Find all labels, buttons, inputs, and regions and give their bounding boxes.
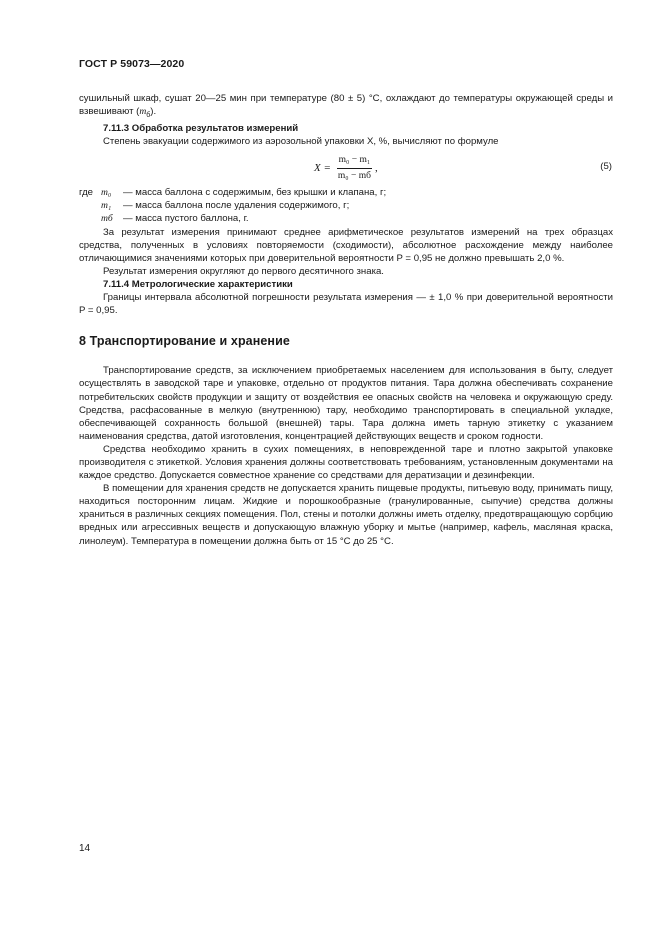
formula-fraction (336, 154, 373, 183)
evacuation-paragraph: Степень эвакуации содержимого из аэрозольной упаковки X, %, вычисляют по формуле (103, 136, 499, 148)
section-8-title: 8 Транспортирование и хранение (79, 334, 290, 349)
where-symbol: m₁ (101, 200, 112, 212)
heading-7-11-4: 7.11.4 Метрологические характеристики (103, 278, 293, 290)
result-paragraph: За результат измерения принимают среднее арифметическое результатов измерений на трех образцах средства, полученных в условиях повторяемости (сходимости), абсолютное расхождение между наиболее отличающимися значениями которых при доверительной вероятности P = 0,95 не должно превышать 2,0 %. (79, 226, 613, 264)
formula-numerator: m₀ − m₁ (337, 154, 373, 169)
heading-7-11-3: 7.11.3 Обработка результатов измерений (103, 123, 299, 135)
where-symbol: m₀ (101, 187, 112, 199)
intro-text: сушильный шкаф, сушат 20—25 мин при температуре (80 ± 5) °С, охлаждают до температуры окружающей среды и взвешивают ( (79, 93, 613, 118)
where-label: где (79, 187, 94, 199)
where-text: — масса пустого баллона, г. (123, 213, 249, 225)
intro-end: ). (150, 106, 157, 118)
where-item (79, 199, 613, 212)
intro-symbol-sub: б (146, 112, 151, 119)
where-text: — масса баллона после удаления содержимого, г; (123, 200, 350, 212)
intro-symbol: m (139, 106, 147, 118)
formula-expression (314, 154, 378, 183)
rounding-paragraph: Результат измерения округляют до первого десятичного знака. (103, 265, 384, 277)
transport-paragraph: Транспортирование средств, за исключением приобретаемых населением для использования в быту, следует осуществлять в заводской таре и упаковке, отдельно от продуктов питания. Тара должна обеспечивать сохранение потребительских свойств продукции и защиту от воздействия ее опасных свойств на человека и окружающую среду. Средства, расфасованные в мелкую (внутреннюю) тару, необходимо транспортировать в специальной укладке, обеспечивающей сохранность большой (внешней) тары. Тара должна иметь тарную этикетку с указанием наименования средства, датой изготовления, концентрацией действующих веществ и сроком годности. (79, 365, 613, 442)
where-symbol: mб (101, 213, 113, 225)
where-text: — масса баллона с содержимым, без крышки и клапана, г; (123, 187, 387, 199)
intro-paragraph (79, 92, 613, 122)
storage-paragraph: Средства необходимо хранить в сухих помещениях, в неповрежденной таре и плотно закрытой упаковке производителя с этикеткой. Условия хранения должны соответствовать требованиям, установленным документами на каждое средство. Допускается совместное хранение со средствами для дератизации и дезинфекции. (79, 443, 613, 482)
storage-room-paragraph: В помещении для хранения средств не допускается хранить пищевые продукты, питьевую воду, принимать пищу, находиться посторонним лицам. Жидкие и порошкообразные (гранулированные, сыпучие) средства должны храниться в различных секциях помещения. Пол, стены и потолки должны иметь отделку, предотвращающую сорбцию вредных или агрессивных веществ и допускающую влажную уборку и мытье (например, кафель, масляная краска, линолеум). Температура в помещении должна быть от 15 °С до 25 °С. (79, 483, 613, 547)
where-item (79, 212, 613, 225)
page-number: 14 (79, 843, 91, 854)
formula-tail: , (374, 162, 378, 175)
page-content (79, 92, 613, 548)
formula-denominator: m₀ − mб (337, 171, 371, 182)
where-item (79, 186, 613, 199)
formula-lhs: X = (314, 162, 331, 175)
equation-number: (5) (600, 161, 612, 173)
bounds-paragraph: Границы интервала абсолютной погрешности результата измерения — ± 1,0 % при доверительной вероятности P = 0,95. (79, 292, 613, 317)
document-header: ГОСТ Р 59073—2020 (79, 58, 185, 70)
formula-5 (79, 150, 613, 186)
